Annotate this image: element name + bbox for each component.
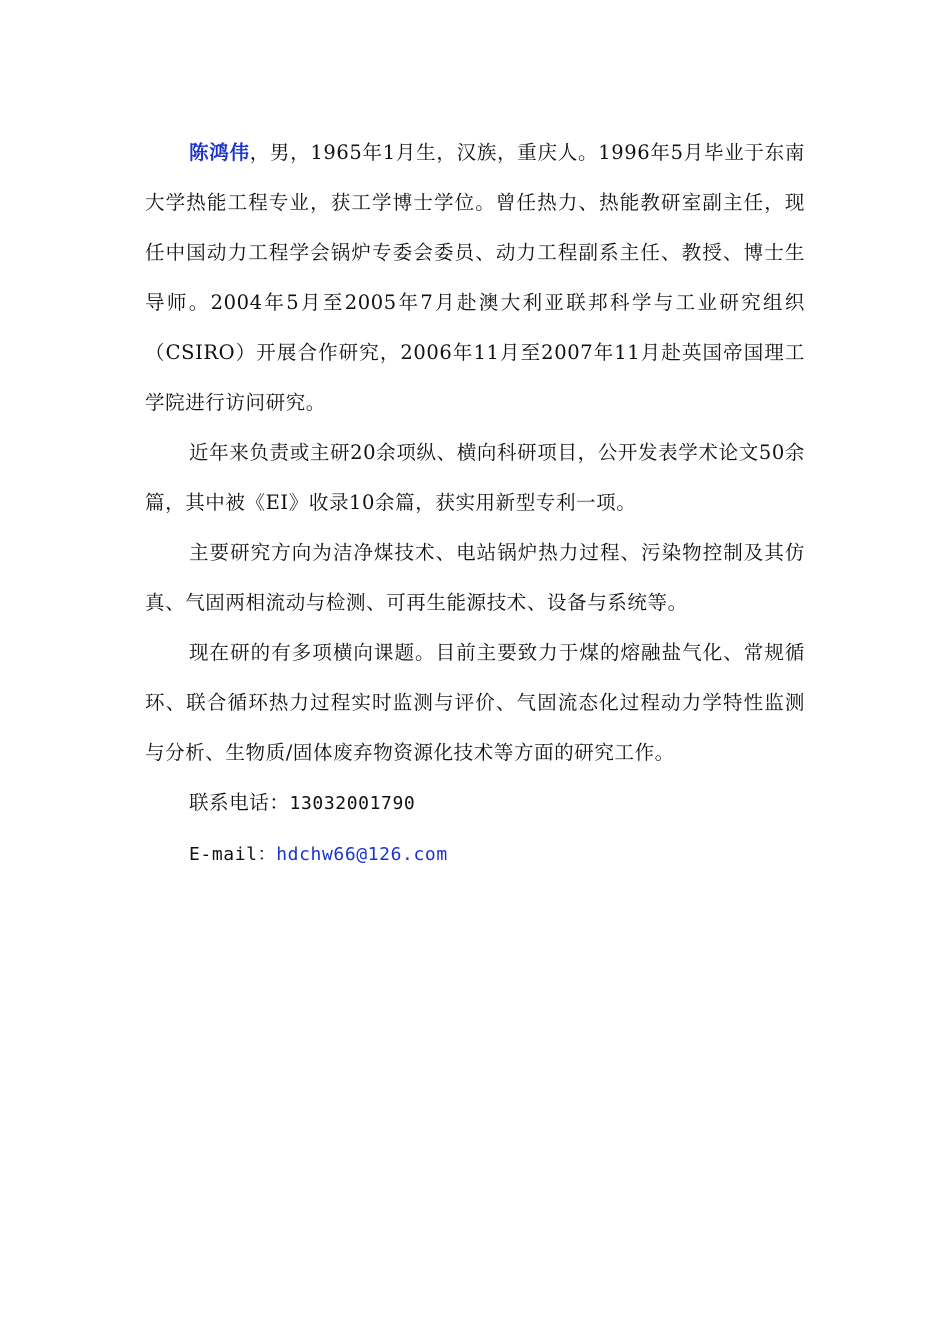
phone-number: 13032001790 <box>289 793 416 814</box>
person-name: 陈鸿伟 <box>189 141 250 164</box>
current-work-paragraph: 现在研的有多项横向课题。目前主要致力于煤的熔融盐气化、常规循环、联合循环热力过程实时监测与评价、气固流态化过程动力学特性监测与分析、生物质/固体废弃物资源化技术等方面的研究工作。 <box>145 641 805 764</box>
email-line <box>145 829 805 880</box>
email-link[interactable]: hdchw66@126.com <box>276 844 448 865</box>
phone-line <box>145 778 805 829</box>
research-directions-paragraph: 主要研究方向为洁净煤技术、电站锅炉热力过程、污染物控制及其仿真、气固两相流动与检测、可再生能源技术、设备与系统等。 <box>145 541 805 614</box>
email-label: E-mail： <box>189 844 277 865</box>
phone-label: 联系电话： <box>189 791 290 814</box>
research-projects-paragraph: 近年来负责或主研20余项纵、横向科研项目，公开发表学术论文50余篇，其中被《EI》收录10余篇，获实用新型专利一项。 <box>145 441 805 514</box>
bio-intro-text: ，男，1965年1月生，汉族，重庆人。1996年5月毕业于东南大学热能工程专业，获工学博士学位。曾任热力、热能教研室副主任，现任中国动力工程学会锅炉专委会委员、动力工程副系主任、教授、博士生导师。2004年5月至2005年7月赴澳大利亚联邦科学与工业研究组织（CSIRO）开展合作研究，2006年11月至2007年11月赴英国帝国理工学院进行访问研究。 <box>145 141 805 414</box>
bio-intro-paragraph <box>145 128 805 428</box>
document-page <box>145 128 805 880</box>
